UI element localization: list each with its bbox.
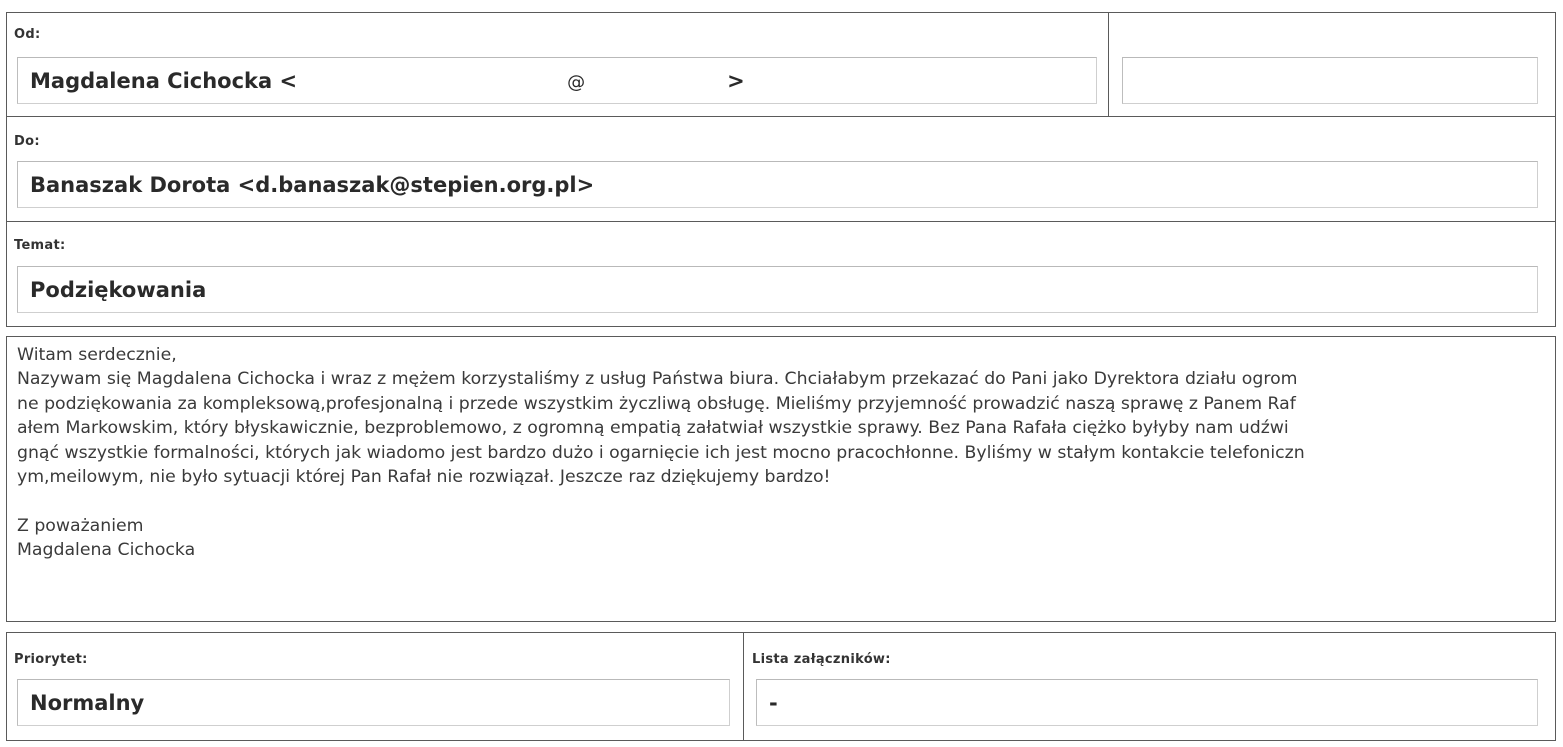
priority-field[interactable] (17, 679, 730, 726)
from-value (30, 58, 745, 103)
from-field[interactable] (17, 57, 1097, 104)
to-value: Banaszak Dorota <d.banaszak@stepien.org.pl> (30, 172, 595, 197)
attachments-value: - (769, 690, 778, 715)
priority-label: Priorytet: (14, 652, 88, 667)
from-email-at: @ (567, 71, 586, 93)
footer-divider-vertical (743, 632, 744, 741)
subject-field[interactable] (17, 266, 1538, 313)
body-line: Nazywam się Magdalena Cichocka i wraz z mężem korzystaliśmy z usług Państwa biura. Chciałabym przekazać do Pani jako Dyrektora działu ogrom (17, 369, 1298, 390)
body-line: ne podziękowania za kompleksową,profesjonalną i przede wszystkim życzliwą obsługę. Mieliśmy przyjemność prowadzić naszą sprawę z Panem Raf (17, 393, 1296, 414)
body-line: ym,meilowym, nie było sytuacji której Pan Rafał nie rozwiązał. Jeszcze raz dziękujemy bardzo! (17, 467, 831, 488)
from-name: Magdalena Cichocka < (30, 68, 298, 93)
body-line: gnąć wszystkie formalności, których jak wiadomo jest bardzo dużo i ogarnięcie ich jest mocno pracochłonne. Byliśmy w stałym kontakcie telefoniczn (17, 442, 1305, 463)
body-line: ałem Markowskim, który błyskawicznie, bezproblemowo, z ogromną empatią załatwiał wszystkie sprawy. Bez Pana Rafała ciężko byłyby nam udźwi (17, 418, 1289, 439)
to-label: Do: (14, 134, 40, 149)
email-body (17, 343, 1547, 563)
priority-value: Normalny (30, 690, 145, 715)
subject-label: Temat: (14, 238, 66, 253)
attachments-label: Lista załączników: (752, 652, 891, 667)
redacted-email-area (297, 69, 727, 93)
header-divider-to (6, 221, 1556, 222)
body-greeting: Witam serdecznie, (17, 345, 177, 365)
attachments-field[interactable] (756, 679, 1538, 726)
header-divider-from (6, 116, 1556, 117)
subject-value: Podziękowania (30, 277, 207, 302)
from-extra-field[interactable] (1122, 57, 1538, 104)
body-closing: Z poważaniem (17, 515, 144, 536)
from-suffix: > (727, 68, 745, 93)
body-spacer (17, 489, 1547, 513)
from-label: Od: (14, 27, 41, 42)
header-divider-vertical (1108, 12, 1109, 116)
to-field[interactable] (17, 161, 1538, 208)
body-signature: Magdalena Cichocka (17, 540, 196, 561)
